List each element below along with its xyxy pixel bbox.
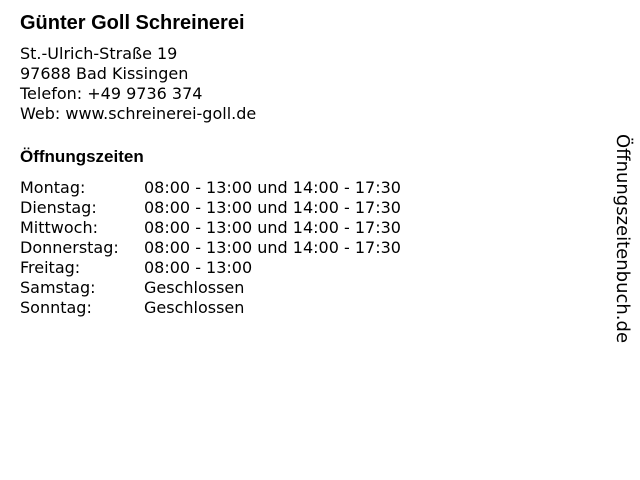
website: Web: www.schreinerei-goll.de xyxy=(20,104,257,123)
hours-row-wednesday xyxy=(20,218,600,238)
opening-hours-table xyxy=(20,178,600,318)
address-block xyxy=(20,44,600,124)
hours-row-friday xyxy=(20,258,600,278)
time-range: 08:00 - 13:00 und 14:00 - 17:30 xyxy=(144,198,401,217)
time-range: Geschlossen xyxy=(144,278,245,297)
hours-row-sunday xyxy=(20,298,600,318)
day-label: Mittwoch: xyxy=(20,218,98,237)
time-range: 08:00 - 13:00 und 14:00 - 17:30 xyxy=(144,218,401,237)
business-name: Günter Goll Schreinerei xyxy=(20,12,245,34)
street-address: St.-Ulrich-Straße 19 xyxy=(20,44,178,63)
day-label: Freitag: xyxy=(20,258,81,277)
phone-number: Telefon: +49 9736 374 xyxy=(20,84,203,103)
time-range: Geschlossen xyxy=(144,298,245,317)
day-label: Sonntag: xyxy=(20,298,92,317)
hours-row-tuesday xyxy=(20,198,600,218)
day-label: Dienstag: xyxy=(20,198,97,217)
time-range: 08:00 - 13:00 xyxy=(144,258,253,277)
hours-row-thursday xyxy=(20,238,600,258)
business-card xyxy=(20,10,600,318)
day-label: Samstag: xyxy=(20,278,96,297)
opening-hours-heading: Öffnungszeiten xyxy=(20,147,144,166)
time-range: 08:00 - 13:00 und 14:00 - 17:30 xyxy=(144,178,401,197)
city-address: 97688 Bad Kissingen xyxy=(20,64,189,83)
day-label: Montag: xyxy=(20,178,86,197)
day-label: Donnerstag: xyxy=(20,238,119,257)
site-watermark: Öffnungszeitenbuch.de xyxy=(612,134,633,344)
hours-row-saturday xyxy=(20,278,600,298)
hours-row-monday xyxy=(20,178,600,198)
time-range: 08:00 - 13:00 und 14:00 - 17:30 xyxy=(144,238,401,257)
